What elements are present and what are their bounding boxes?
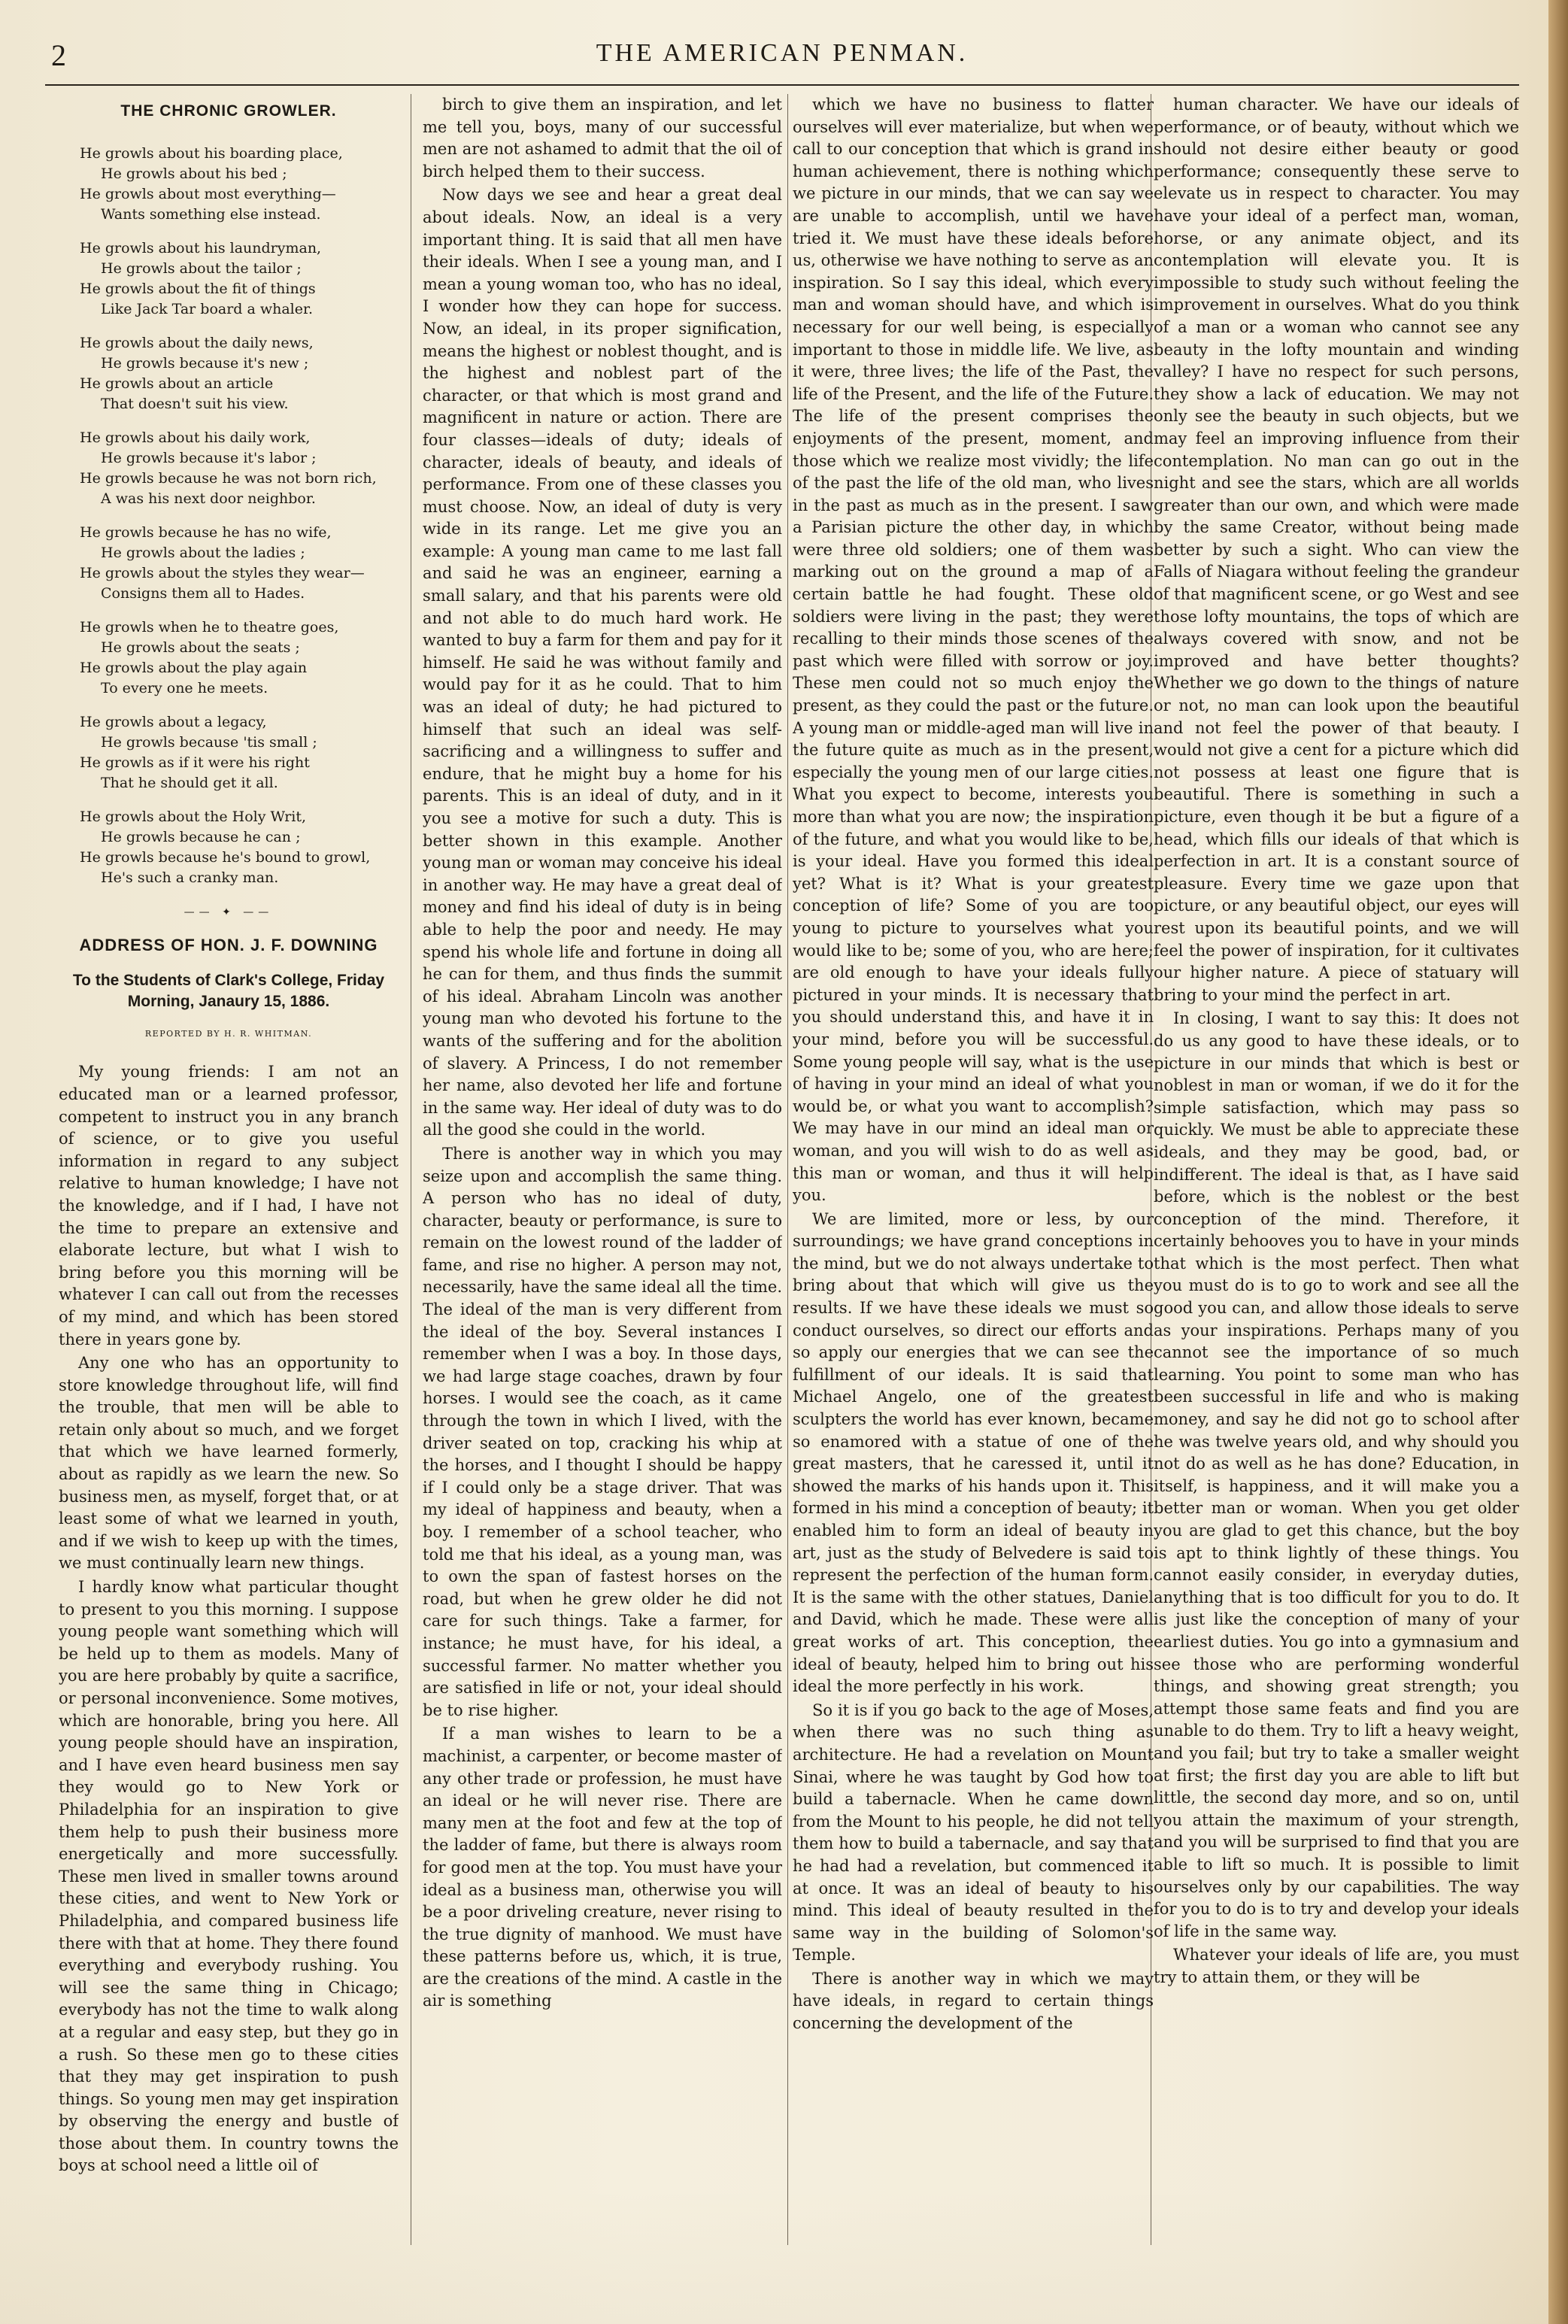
column-4: [1154, 94, 1519, 2245]
poem-line: Like Jack Tar board a whaler.: [101, 300, 314, 317]
page-number: 2: [51, 38, 66, 72]
address-title: ADDRESS OF HON. J. F. DOWNING: [79, 936, 378, 955]
poem-line: He growls about the fit of things: [80, 280, 316, 297]
poem-line: He growls about his daily work,: [80, 429, 311, 446]
poem-stanza: [59, 333, 399, 414]
running-title: THE AMERICAN PENMAN.: [596, 39, 969, 67]
column-3: [793, 94, 1154, 2245]
article-paragraph: Any one who has an opportunity to store knowledge throughout life, will find the trouble, that men will be able to retain only about so much, and we forget that which we have learned formerly, about as rapidly as we learn the new. So business men, as myself, forget that, or at least some of what we learned in youth, and if we wish to keep up with the times, we must continually learn new things.: [59, 1354, 399, 1573]
poem-stanza: [59, 617, 399, 699]
address-subtitle: To the Students of Clark's College, Friday Morning, Janaury 15, 1886.: [72, 971, 385, 1010]
poem-body: [59, 144, 399, 888]
poem-line: He growls about his bed ;: [101, 165, 287, 182]
poem-line: He growls about the daily news,: [80, 334, 314, 351]
reporter-credit: REPORTED BY H. R. WHITMAN.: [144, 1028, 313, 1039]
article-paragraph: So it is if you go back to the age of Moses, when there was no such thing as architecture. He had a revelation on Mount Sinai, where he was taught by God how to build a tabernacle. When he came down from the Mount to his people, he did not tell them how to build a tabernacle, and say that he had had a revelation, but commenced it at once. It was an ideal of beauty to his mind. This ideal of beauty resulted in the same way in the building of Solomon's Temple.: [793, 1701, 1154, 1964]
poem-line: He growls because 'tis small ;: [101, 733, 317, 751]
page-bottom-margin: [0, 2189, 1568, 2324]
article-paragraph: Now days we see and hear a great deal about ideals. Now, an ideal is a very important thing. It is said that all men have their ideals. When I see a young man, and I mean a young woman too, who has no ideal, I wonder how they can hope for success. Now, an ideal, in its proper signification, means the highest or noblest thought, and is the highest and noblest part of the character, or that which is most grand and magnificent in nature or action. There are four classes—ideals of duty; ideals of character, ideals of beauty, and ideals of performance. From one of these classes you must choose. Now, an ideal of duty is very wide in its range. Let me give you an example: A young man came to me last fall and said he was an engineer, earning a small salary, and that his parents were old and not able to do much hard work. He wanted to buy a farm for them and pay for it himself. He said he was without family and would pay for it as he could. That to him was an ideal of duty; he had pictured to himself that such an ideal was self-sacrificing and a willingness to suffer and endure, that he might buy a home for his parents. This is an ideal of duty, and in it you see a motive for such a duty. This is better shown in this example. Another young man or woman may conceive his ideal in another way. He may have a great deal of money and find his ideal of duty is in being able to help the poor and needy. He may spend his whole life and fortune in doing all he can for them, and thus finds the summit of his ideal. Abraham Lincoln was another young man who devoted his fortune to the wants of the suffering and for the abolition of slavery. A Princess, I do not remember her name, also devoted her life and fortune in the same way. Her ideal of duty was to do all the good she could in the world.: [423, 186, 782, 1139]
poem-line: He growls because he's bound to growl,: [80, 848, 371, 866]
column-rule-2: [787, 94, 788, 2245]
column-2-body: [423, 94, 782, 2013]
page-header: [45, 36, 1519, 81]
header-rule: [45, 84, 1519, 86]
article-paragraph: human character. We have our ideals of performance, or of beauty, without which we should not desire either beauty or good performance; consequently these serve to elevate us in respect to character. You may have your ideal of a perfect man, woman, horse, or any animate object, and its contemplation will elevate you. It is impossible to study such without feeling the improvement in ourselves. What do you think of a man or a woman who cannot see any beauty in the lofty mountain and winding valley? I have no respect for such persons, they show a lack of education. We may not only see the beauty in such objects, but we may feel an improving influence from their contemplation. No man can go out in the night and see the stars, which are all worlds greater than our own, and which were made by the same Creator, without being made better by such a sight. Who can view the Falls of Niagara without feeling the grandeur of that magnificent scene, or go West and see those lofty mountains, the tops of which are always covered with snow, and not be improved and have better thoughts? Whether we go down to the things of nature or not, no man can look upon the beautiful and not feel the power of that beauty. I would not give a cent for a picture which did not possess at least one figure that is beautiful. There is something in such a picture, even though it be but a figure of a head, which fills our ideals of that which is perfection in art. It is a constant source of pleasure. Every time we gaze upon that picture, or any beautiful object, our eyes will rest upon its beautiful points, and we will feel the power of inspiration, for it cultivates our higher nature. A piece of statuary will bring to your mind the perfect in art.: [1154, 96, 1519, 1004]
article-paragraph: Whatever your ideals of life are, you must try to attain them, or they will be: [1154, 1946, 1519, 1986]
poem-line: He growls because he can ;: [101, 828, 301, 845]
poem-title: THE CHRONIC GROWLER.: [120, 102, 337, 120]
poem-line: He growls about the Holy Writ,: [80, 808, 307, 825]
poem-line: He growls about the seats ;: [101, 639, 300, 656]
poem-line: He growls about the ladies ;: [101, 544, 305, 561]
article-paragraph: In closing, I want to say this: It does not do us any good to have these ideals, or to picture in our minds that which is best or noblest in man or woman, if we do it for the simple satisfaction, which may pass so quickly. We must be able to appreciate these ideals, and they may be good, bad, or indifferent. The ideal is that, as I have said before, which is the noblest or the best conception of the mind. Therefore, it certainly behooves you to have in your minds that which is the most perfect. Then what you must do is to go to work and see all the good you can, and allow those ideals to serve as your inspirations. Perhaps many of you cannot see the importance of so much learning. You point to some man who has been successful in life and who is making money, and say he did not go to school after he was twelve years old, and why should you not do as well as he has done? Education, in itself, is happiness, and it will make you a better man or woman. When you get older you are glad to get this chance, but the boy is apt to think lightly of these things. You cannot easily consider, in everyday duties, anything that is too difficult for you to do. It is just like the conception of many of your earliest duties. You go into a gymnasium and see those who are performing wonderful things, and showing great strength; you attempt those same feats and find you are unable to do them. Try to lift a heavy weight, and you fail; but try to take a smaller weight at first; the first day you are able to lift but little, the second day more, and so on, until you attain the maximum of your strength, and you will be surprised to find that you are able to lift so much. It is possible to limit ourselves only by our capabilities. The way for you to do is to try and develop your ideals of life in the same way.: [1154, 1009, 1519, 1940]
article-paragraph: birch to give them an inspiration, and let me tell you, boys, many of our successful men are not ashamed to admit that the oil of birch helped them to their success.: [423, 96, 782, 181]
poem-line: He growls about a legacy,: [80, 713, 267, 730]
poem-stanza: [59, 144, 399, 225]
column-2: [423, 94, 782, 2245]
poem-line: Consigns them all to Hades.: [101, 584, 305, 602]
ornament-divider: —— ✦ ——: [183, 906, 274, 918]
poem-line: He growls when he to theatre goes,: [80, 618, 339, 636]
poem-stanza: [59, 807, 399, 888]
poem-stanza: [59, 238, 399, 320]
article-paragraph: which we have no business to flatter ourselves will ever materialize, but when we call to our conception that which is grand in human achievement, there is nothing which we picture in our minds, that we can say we are unable to accomplish, until we have tried it. We must have these ideals before us, otherwise we have nothing to serve as an inspiration. So I say this ideal, which every man and woman should have, and which is necessary for our well being, is especially important to those in middle life. We live, as it were, three lives; the life of the Past, the life of the Present, and the life of the Future. The life of the present comprises the enjoyments of the present, moment, and those which we realize most vividly; the life of the past the life of the old man, who lives in the past as much as in the present. I saw a Parisian picture the other day, in which were three old soldiers; one of them was marking out on the ground a map of a certain battle he had fought. These old soldiers were living in the past; they were recalling to their minds those scenes of the past which were filled with sorrow or joy. These men could not so much enjoy the present, as they could the past or the future. A young man or middle-aged man will live in the future quite as much as in the present, especially the young men of our large cities. What you expect to become, interests you more than what you are now; the inspiration of the future, and what you would like to be, is your ideal. Have you formed this ideal yet? What is it? What is your greatest conception of life? Some of you are too young to picture to yourselves what you would like to be; some of you, who are here; are old enough to have your ideals fully pictured in your minds. It is necessary that you should understand this, and have it in your mind, before you will be successful. Some young people will say, what is the use of having in your mind an ideal of what you would be, or what you want to accomplish? We may have in our mind an ideal man or woman, and you will wish to do as well as this man or woman, and thus it will help you.: [793, 96, 1154, 1205]
poem-line: He growls because it's new ;: [101, 354, 309, 372]
poem-line: He growls about an article: [80, 375, 274, 392]
article-paragraph: There is another way in which you may seize upon and accomplish the same thing. A person who has no ideal of duty, character, beauty or performance, is sure to remain on the lowest round of the ladder of fame, and rise no higher. A person may not, necessarily, have the same ideal all the time. The ideal of the man is very different from the ideal of the boy. Several instances I remember when I was a boy. In those days, we had large stage coaches, drawn by four horses. I would see the coach, as it came through the town in which I lived, with the driver seated on top, cracking his whip at the horses, and I thought I should be happy if I could only be a stage driver. That was my ideal of happiness and beauty, when a boy. I remember of a school teacher, who told me that his ideal, as a young man, was to own the span of fastest horses on the road, but when he grew older he did not care for such things. Take a farmer, for instance; he must have, for his ideal, a successful farmer. No matter whether you are satisfied in life or not, your ideal should be to rise higher.: [423, 1144, 782, 1719]
poem-stanza: [59, 712, 399, 793]
poem-line: Wants something else instead.: [101, 205, 321, 223]
poem-line: A was his next door neighbor.: [101, 490, 316, 507]
poem-line: He growls because he has no wife,: [80, 523, 332, 541]
poem-line: He growls because he was not born rich,: [80, 469, 377, 487]
poem-line: That doesn't suit his view.: [101, 395, 289, 412]
article-paragraph: We are limited, more or less, by our surroundings; we have grand conceptions in the mind, but we do not always undertake to bring about that which will give us the results. If we have these ideals we must so conduct ourselves, so direct our efforts and so apply our energies that we can see the fulfillment of our ideals. It is said that Michael Angelo, one of the greatest sculpters the world has ever known, became so enamored with a statue of one of the great masters, that he caressed it, until it showed the marks of his hands upon it. This formed in his mind a conception of beauty; it enabled him to form an ideal of beauty in art, just as the study of Belvedere is said to represent the perfection of the human form. It is the same with the other statues, Daniel and David, which he made. These were all great works of art. This conception, the ideal of beauty, helped him to bring out his ideal the more perfectly in his work.: [793, 1209, 1154, 1696]
poem-line: To every one he meets.: [101, 679, 268, 696]
article-paragraph: I hardly know what particular thought to present to you this morning. I suppose young people want something which will be held up to them as models. Many of you are here probably by quite a sacrifice, or personal inconvenience. Some motives, which are honorable, bring you here. All young people should have an inspiration, and I have even heard business men say they would go to New York or Philadelphia for an inspiration to give them help to push their business more energetically and more successfully. These men lived in smaller towns around these cities, and went to New York or Philadelphia, and compared business life there with that at home. They there found everything and everybody rushing. You will see the same thing in Chicago; everybody has not the time to walk along at a regular and easy step, but they go in a rush. So these men go to these cities that they may get inspiration to push things. So young men may get inspiration by observing the energy and bustle of those about them. In country towns the boys at school need a little oil of: [59, 1578, 399, 2175]
column-3-body: [793, 94, 1154, 2035]
poem-line: He growls about his laundryman,: [80, 239, 322, 256]
poem-line: He growls about the styles they wear—: [80, 564, 365, 581]
poem-stanza: [59, 428, 399, 509]
poem-line: He growls about his boarding place,: [80, 144, 343, 162]
poem-line: That he should get it all.: [101, 774, 278, 791]
poem-stanza: [59, 523, 399, 604]
column-1: [59, 94, 399, 2245]
poem-line: He growls about the play again: [80, 659, 308, 676]
article-paragraph: If a man wishes to learn to be a machinist, a carpenter, or become master of any other trade or profession, he must have an ideal or he will never rise. There are many men at the foot and few at the top of the ladder of fame, but there is always room for good men at the top. You must have your ideal as a business man, otherwise you will be a poor driveling creature, never rising to the true dignity of manhood. We must have these patterns before us, which, it is true, are the creations of the mind. A castle in the air is something: [423, 1725, 782, 2010]
poem-line: He growls about most everything—: [80, 185, 336, 202]
poem-line: He growls as if it were his right: [80, 754, 310, 771]
column-1-body: [59, 1061, 399, 2177]
article-paragraph: There is another way in which we may have ideals, in regard to certain things concerning the development of the: [793, 1969, 1154, 2033]
poem-line: He growls because it's labor ;: [101, 449, 317, 466]
poem-line: He's such a cranky man.: [101, 869, 279, 886]
article-paragraph: My young friends: I am not an educated man or a learned professor, competent to instruct you in any branch of science, or to give you useful information in regard to any subject relative to human knowledge; I have not the knowledge, and if I had, I have not the time to prepare an extensive and elaborate lecture, but what I wish to bring before you this morning will be whatever I can call out from the recesses of my mind, and which has been stored there in years gone by.: [59, 1063, 399, 1349]
column-4-body: [1154, 94, 1519, 1989]
poem-line: He growls about the tailor ;: [101, 259, 302, 277]
binding-edge: [1548, 0, 1568, 2324]
